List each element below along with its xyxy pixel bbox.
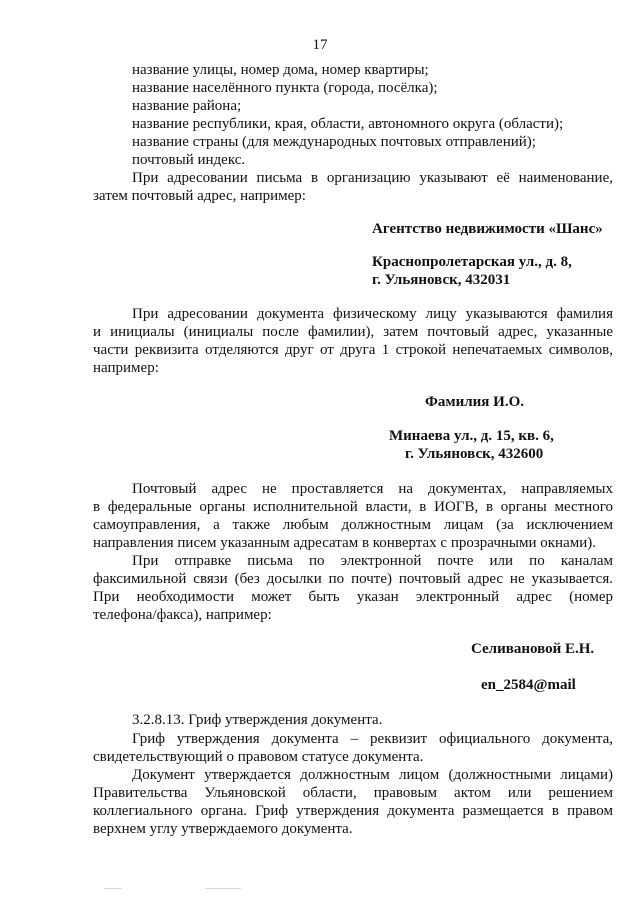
paragraph-line: Гриф утверждения документа – реквизит официального документа, [132,731,613,747]
paragraph-line: телефона/факса), например: [93,607,272,623]
paragraph-line: Документ утверждается должностным лицом (должностными лицами) [132,767,613,783]
page-number: 17 [312,37,328,53]
list-item: почтовый индекс. [132,152,246,168]
list-item: название республики, края, области, автономного округа (области); [132,116,564,132]
scan-artifact [104,888,122,889]
paragraph-line: части реквизита отделяются друг от друга 1 строкой непечатаемых символов, [93,342,613,358]
paragraph-line: в федеральные органы исполнительной власти, в ИОГВ, в органы местного [93,499,613,515]
paragraph-line: При адресовании документа физическому лицу указываются фамилия [132,306,613,322]
example-email-name: Селивановой Е.Н. [471,641,595,657]
example-person-city: г. Ульяновск, 432600 [405,446,544,462]
example-person-street: Минаева ул., д. 15, кв. 6, [389,428,554,444]
example-person-name: Фамилия И.О. [425,394,525,410]
paragraph-line: факсимильной связи (без досылки по почте) почтовый адрес не указывается. [93,571,613,587]
list-item: название страны (для международных почтовых отправлений); [132,134,536,150]
paragraph-line: свидетельствующий о правовом статусе документа. [93,749,424,765]
list-item: название района; [132,98,242,114]
paragraph-line: например: [93,360,159,376]
paragraph-line: При адресовании письма в организацию указывают её наименование, [132,170,613,186]
paragraph-line: При отправке письма по электронной почте или по каналам [132,553,613,569]
paragraph-line: направления писем указанным адресатам в конвертах с прозрачными окнами). [93,535,597,551]
list-item: название улицы, номер дома, номер квартиры; [132,62,429,78]
paragraph-line: затем почтовый адрес, например: [93,188,306,204]
section-heading: 3.2.8.13. Гриф утверждения документа. [132,712,383,728]
list-item: название населённого пункта (города, посёлка); [132,80,438,96]
example-org-city: г. Ульяновск, 432031 [372,272,511,288]
example-email-address: en_2584@mail [481,677,576,693]
example-org-name: Агентство недвижимости «Шанс» [372,221,603,237]
paragraph-line: При необходимости может быть указан электронный адрес (номер [93,589,613,605]
example-org-street: Краснопролетарская ул., д. 8, [372,254,572,270]
paragraph-line: и инициалы (инициалы после фамилии), затем почтовый адрес, указанные [93,324,613,340]
paragraph-line: Правительства Ульяновской области, правовым актом или решением [93,785,613,801]
paragraph-line: верхнем углу утверждаемого документа. [93,821,353,837]
scan-artifact [205,888,241,889]
paragraph-line: Почтовый адрес не проставляется на документах, направляемых [132,481,613,497]
paragraph-line: коллегиального органа. Гриф утверждения документа размещается в правом [93,803,613,819]
paragraph-line: самоуправления, а также любым должностным лицам (за исключением [93,517,613,533]
